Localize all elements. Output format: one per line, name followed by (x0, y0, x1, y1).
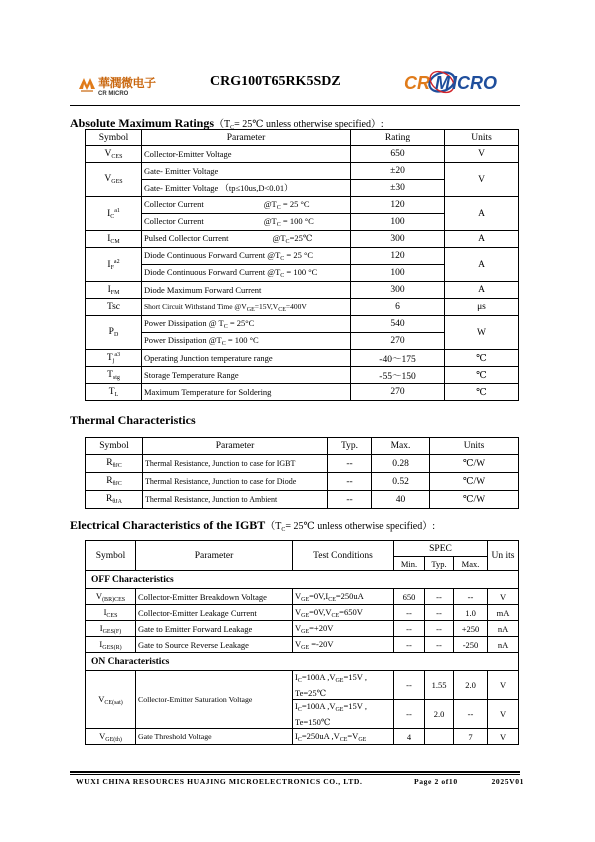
sym-sup: a2 (113, 258, 120, 265)
min-cell: -- (394, 671, 425, 700)
sym-sub: (BR)CES (102, 596, 126, 603)
sym-sup: a1 (114, 207, 120, 214)
max-cell: 0.28 (372, 455, 430, 473)
unit-cell: V (488, 589, 519, 605)
sym: I (99, 622, 103, 633)
symbol-cell (86, 589, 136, 605)
unit-cell: ℃/W (430, 473, 519, 491)
t: I (295, 730, 298, 741)
thermal-table (85, 437, 519, 509)
max-cell: -250 (454, 637, 488, 653)
t: =100A ,V (301, 701, 336, 711)
unit-cell: W (445, 316, 519, 350)
symbol-cell (86, 163, 142, 197)
col-header-units: Units (430, 438, 519, 455)
t-sub: GE (301, 612, 310, 619)
t-sub: CE (328, 596, 336, 603)
max-cell: 2.0 (454, 671, 488, 700)
test-cell (293, 605, 394, 621)
param-sub: C (223, 324, 228, 330)
header-divider (70, 105, 520, 106)
table-row (86, 197, 519, 214)
param-cell (142, 316, 351, 333)
min-cell: 4 (394, 729, 425, 745)
max-cell: -- (454, 700, 488, 729)
sym-sub: L (114, 391, 119, 398)
sym-sub: GE(th) (105, 736, 122, 743)
col-header-units: Un its (488, 541, 519, 571)
test-cell (293, 671, 394, 700)
sym: T (106, 353, 113, 363)
col-header-rating: Rating (351, 130, 445, 146)
table-header-row (86, 130, 519, 146)
t-sub: C (297, 678, 302, 684)
param-sub: C (280, 273, 285, 279)
footer-page-number: Page 2 of10 (414, 777, 458, 786)
min-cell: -- (394, 637, 425, 653)
symbol-cell (86, 637, 136, 653)
sym-sub: D (113, 332, 119, 338)
cond: @T (263, 199, 277, 209)
param-cell: Gate- Emitter Voltage （tp≤10us,D<0.01） (142, 180, 351, 197)
unit-cell: V (488, 700, 519, 729)
unit-cell: nA (488, 621, 519, 637)
sym-sub: CM (110, 238, 120, 245)
test-cell (293, 700, 394, 729)
max-cell: +250 (454, 621, 488, 637)
elec-note: （T (265, 521, 282, 532)
sym: V (104, 148, 112, 159)
table-row (86, 491, 519, 509)
t: V (295, 622, 302, 633)
col-header-symbol: Symbol (86, 541, 136, 571)
electrical-table (85, 540, 519, 745)
param-cell: Storage Temperature Range (142, 367, 351, 384)
unit-cell: V (488, 729, 519, 745)
sym: I (107, 233, 111, 244)
param-cell (142, 197, 351, 214)
param-cell: Gate to Emitter Forward Leakage (136, 621, 293, 637)
param-cell: Thermal Resistance, Junction to case for IGBT (143, 455, 328, 473)
typ-cell: -- (425, 605, 454, 621)
cond-sub: C (276, 222, 281, 228)
table-row (86, 637, 519, 653)
param-text: Collector Current (144, 199, 204, 209)
sym: V (99, 730, 106, 741)
col-header-parameter: Parameter (143, 438, 328, 455)
sym: T (108, 386, 115, 397)
rating-cell: 6 (351, 299, 445, 316)
symbol-cell (86, 729, 136, 745)
rating-cell: ±20 (351, 163, 445, 180)
table-row (86, 299, 519, 316)
company-logo-right (402, 68, 500, 96)
footer-divider-thin (70, 774, 520, 775)
param-cell: Collector-Emitter Leakage Current (136, 605, 293, 621)
sym-sub: CES (106, 612, 118, 619)
t-sub: CE (339, 736, 348, 743)
param-cell (142, 265, 351, 282)
col-header-symbol: Symbol (86, 438, 143, 455)
typ-cell: -- (425, 621, 454, 637)
cr-logo-mark-icon (78, 75, 96, 93)
col-header-min: Min. (394, 557, 425, 571)
param-cell: Maximum Temperature for Soldering (142, 384, 351, 401)
param-cell: Thermal Resistance, Junction to Ambient (143, 491, 328, 509)
cond-post: =25℃ (289, 233, 313, 243)
sym-sub: GES(R) (102, 644, 122, 651)
crmicro-logo-icon (402, 68, 500, 96)
t-sub: GE (301, 628, 310, 635)
table-row (86, 231, 519, 248)
table-row (86, 248, 519, 265)
col-header-symbol: Symbol (86, 130, 142, 146)
t-sub: GE (358, 736, 367, 743)
symbol-cell (86, 282, 142, 299)
sym-sub: F (110, 264, 114, 271)
rating-cell: ±30 (351, 180, 445, 197)
param-cell: Collector-Emitter Breakdown Voltage (136, 589, 293, 605)
elec-title: Electrical Characteristics of the IGBT (70, 518, 266, 532)
rating-cell: 100 (351, 214, 445, 231)
rating-cell: 300 (351, 231, 445, 248)
unit-cell: ℃ (445, 350, 519, 367)
param-text: Power Dissipation @ T (144, 318, 224, 328)
unit-cell: A (445, 282, 519, 299)
param-cell (142, 333, 351, 350)
thermal-section-title: Thermal Characteristics (70, 413, 196, 427)
table-row (86, 316, 519, 333)
param-text: Diode Continuous Forward Current @T (144, 250, 281, 260)
col-header-units: Units (445, 130, 519, 146)
col-header-typ: Typ. (425, 557, 454, 571)
symbol-cell (86, 455, 143, 473)
param-sub: C (280, 256, 285, 262)
t: =250uA (335, 590, 364, 601)
sym-sub: θJA (112, 499, 122, 505)
param-text: Pulsed Collector Current (144, 233, 229, 243)
cond-post: = 25 °C (280, 199, 310, 209)
col-header-typ: Typ. (328, 438, 372, 455)
param-cell (142, 231, 351, 248)
t: V (295, 606, 302, 617)
param-sub: CE (278, 306, 286, 313)
param-cell (142, 299, 351, 316)
param-sub: GE (246, 306, 255, 313)
symbol-cell (86, 367, 142, 384)
typ-cell: -- (328, 455, 372, 473)
elec-section-title (70, 517, 435, 533)
t-sub: C (297, 707, 302, 713)
unit-cell: ℃/W (430, 455, 519, 473)
svg-text:M: M (435, 73, 450, 93)
svg-text:ICRO: ICRO (452, 73, 497, 93)
max-cell: 7 (454, 729, 488, 745)
unit-cell: A (445, 197, 519, 231)
sym: I (107, 259, 111, 270)
table-row (86, 455, 519, 473)
sym: R (106, 476, 113, 486)
table-row (86, 671, 519, 700)
param-cell: Gate- Emitter Voltage (142, 163, 351, 180)
typ-cell: 1.55 (425, 671, 454, 700)
sym-sub: stg (112, 374, 120, 381)
table-header-row (86, 438, 519, 455)
table-header-row (86, 541, 519, 557)
col-header-max: Max. (454, 557, 488, 571)
symbol-cell (86, 197, 142, 231)
typ-cell: -- (425, 589, 454, 605)
sym: V (104, 174, 112, 184)
rating-cell: 120 (351, 197, 445, 214)
t: =15V , (343, 701, 367, 711)
sym-sub: θJC (112, 463, 122, 469)
t-sub: GE (301, 596, 310, 603)
param-cell: Gate to Source Reverse Leakage (136, 637, 293, 653)
sym-sub: θJC (112, 481, 122, 487)
t-sub: GE (335, 707, 344, 713)
sym-sub: GES (111, 179, 123, 185)
table-row (86, 473, 519, 491)
abs-max-note-sub: C (230, 125, 235, 131)
sym: R (106, 494, 113, 504)
t: =V (347, 730, 359, 741)
sym: P (108, 327, 114, 337)
symbol-cell (86, 146, 142, 163)
param-text: Collector Current (144, 216, 204, 226)
test-cell (293, 621, 394, 637)
param-cell (142, 248, 351, 265)
min-cell: 650 (394, 589, 425, 605)
sym: R (106, 458, 113, 468)
rating-cell: 300 (351, 282, 445, 299)
sym: I (99, 638, 103, 649)
symbol-cell (86, 621, 136, 637)
t-sub: GE (335, 678, 344, 684)
sym: I (107, 208, 111, 219)
t: Te=25℃ (295, 688, 327, 698)
param-mid: =15V,V (254, 301, 279, 311)
unit-cell: A (445, 231, 519, 248)
table-row (86, 367, 519, 384)
section-row (86, 571, 519, 589)
col-header-spec: SPEC (394, 541, 488, 557)
footer-divider-thick (70, 771, 520, 773)
col-header-max: Max. (372, 438, 430, 455)
rating-cell: 650 (351, 146, 445, 163)
col-header-parameter: Parameter (136, 541, 293, 571)
unit-cell: mA (488, 605, 519, 621)
footer-version: 2025V01 (491, 777, 524, 786)
rating-cell: -55～150 (351, 367, 445, 384)
sym: T (107, 369, 113, 380)
company-logo-left (78, 73, 156, 103)
min-cell: -- (394, 700, 425, 729)
typ-cell: -- (328, 491, 372, 509)
off-characteristics-heading: OFF Characteristics (86, 571, 519, 589)
sym-sub: CE(sat) (104, 699, 123, 706)
t: =15V , (343, 672, 367, 682)
svg-text:CR: CR (404, 73, 430, 93)
cond-post: = 100 °C (280, 216, 314, 226)
symbol-cell (86, 350, 142, 367)
on-characteristics-heading: ON Characteristics (86, 653, 519, 671)
test-cell (293, 589, 394, 605)
symbol-cell (86, 316, 142, 350)
unit-cell: ℃ (445, 367, 519, 384)
param-post: =400V (285, 301, 307, 311)
param-post: = 25°C (227, 318, 255, 328)
rating-cell: 270 (351, 384, 445, 401)
symbol-cell (86, 231, 142, 248)
param-text: Power Dissipation @T (144, 335, 222, 345)
unit-cell: V (488, 671, 519, 700)
sym: V (95, 590, 103, 601)
t: =100A ,V (301, 672, 336, 682)
t: =+20V (309, 622, 334, 633)
rating-cell: 270 (351, 333, 445, 350)
param-sub: C (221, 341, 226, 347)
table-row (86, 589, 519, 605)
typ-cell: 2.0 (425, 700, 454, 729)
test-cell (293, 729, 394, 745)
sym-sub: GES(F) (102, 628, 122, 635)
table-row (86, 146, 519, 163)
logo-chinese-text: 華潤微电子 (98, 76, 156, 90)
sym-sub: j (112, 358, 115, 364)
unit-cell: V (445, 163, 519, 197)
param-post: = 25 °C (284, 250, 314, 260)
t: =650V (339, 606, 363, 617)
rating-cell: -40～175 (351, 350, 445, 367)
typ-cell: -- (425, 637, 454, 653)
symbol-cell (86, 248, 142, 282)
typ-cell (425, 729, 454, 745)
unit-cell: μs (445, 299, 519, 316)
abs-max-title: Absolute Maximum Ratings (70, 116, 215, 130)
test-cell (293, 637, 394, 653)
sym: V (98, 693, 105, 704)
table-row (86, 282, 519, 299)
t: I (295, 672, 298, 682)
param-cell: Operating Junction temperature range (142, 350, 351, 367)
logo-english-text: CR MICRO (98, 91, 129, 97)
col-header-parameter: Parameter (142, 130, 351, 146)
rating-cell: 120 (351, 248, 445, 265)
t: =250uA ,V (301, 730, 340, 741)
t-sub: CE (331, 612, 340, 619)
sym-sub: FM (110, 289, 120, 296)
symbol-cell (86, 605, 136, 621)
param-post: = 100 °C (284, 267, 318, 277)
unit-cell: ℃ (445, 384, 519, 401)
t: Te=150℃ (295, 717, 331, 727)
param-post: = 100 °C (225, 335, 259, 345)
footer-company: WUXI CHINA RESOURCES HUAJING MICROELECTRONICS CO., LTD. (76, 777, 363, 786)
rating-cell: 540 (351, 316, 445, 333)
max-cell: -- (454, 589, 488, 605)
symbol-cell (86, 473, 143, 491)
cond: @T (272, 233, 286, 243)
t: I (295, 701, 298, 711)
param-cell: Gate Threshold Voltage (136, 729, 293, 745)
param-cell: Collector-Emitter Voltage (142, 146, 351, 163)
table-row (86, 621, 519, 637)
symbol-cell (86, 384, 142, 401)
min-cell: -- (394, 621, 425, 637)
abs-max-note-tail: = 25℃ unless otherwise specified）: (234, 119, 384, 130)
t: V (295, 590, 302, 601)
t-sub: GE (301, 644, 310, 651)
table-row (86, 384, 519, 401)
sym-sub: C (110, 213, 115, 220)
t-sub: C (297, 736, 302, 743)
cond: @T (263, 216, 277, 226)
footer (76, 777, 524, 786)
max-cell: 0.52 (372, 473, 430, 491)
table-row (86, 605, 519, 621)
elec-note-sub: C (281, 527, 286, 533)
param-cell: Diode Maximum Forward Current (142, 282, 351, 299)
min-cell: -- (394, 605, 425, 621)
table-row (86, 729, 519, 745)
abs-max-note: （T (214, 119, 231, 130)
t: =-20V (309, 638, 334, 649)
unit-cell: V (445, 146, 519, 163)
param-text: Short Circuit Withstand Time @V (144, 301, 247, 311)
param-cell: Collector-Emitter Saturation Voltage (136, 671, 293, 729)
abs-max-table (85, 129, 519, 401)
sym-sup: a3 (114, 352, 121, 358)
unit-cell: ℃/W (430, 491, 519, 509)
unit-cell: A (445, 248, 519, 282)
symbol-cell: Tsc (86, 299, 142, 316)
max-cell: 1.0 (454, 605, 488, 621)
document-title: CRG100T65RK5SDZ (210, 74, 341, 89)
sym: I (103, 606, 107, 617)
symbol-cell (86, 671, 136, 729)
symbol-cell (86, 491, 143, 509)
t: =0V,V (309, 606, 332, 617)
cond-sub: C (276, 205, 281, 211)
rating-cell: 100 (351, 265, 445, 282)
unit-cell: nA (488, 637, 519, 653)
cond-sub: C (285, 239, 290, 245)
col-header-test-conditions: Test Conditions (293, 541, 394, 571)
sym: I (107, 284, 111, 295)
section-row (86, 653, 519, 671)
sym-sub: CES (111, 153, 123, 160)
elec-note-tail: = 25℃ unless otherwise specified）: (285, 521, 435, 532)
t: V (295, 638, 302, 649)
table-row (86, 163, 519, 180)
param-cell (142, 214, 351, 231)
typ-cell: -- (328, 473, 372, 491)
t: =0V,I (309, 590, 329, 601)
param-cell: Thermal Resistance, Junction to case for Diode (143, 473, 328, 491)
table-row (86, 350, 519, 367)
max-cell: 40 (372, 491, 430, 509)
param-text: Diode Continuous Forward Current @T (144, 267, 281, 277)
